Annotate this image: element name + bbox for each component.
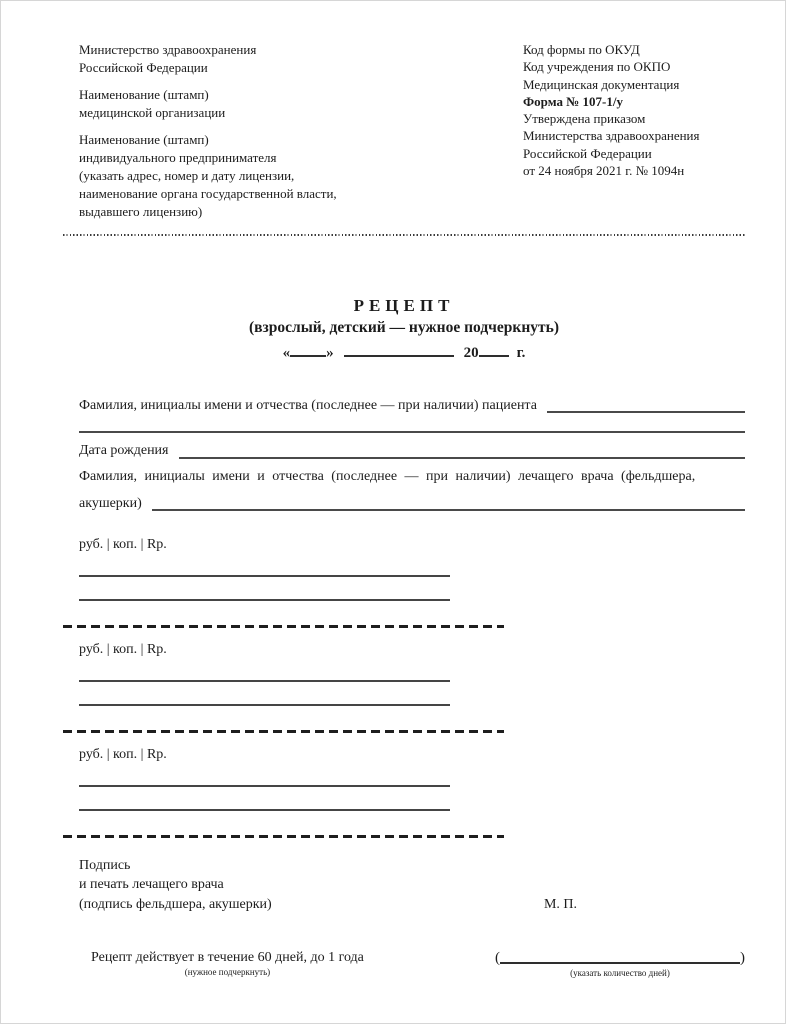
patient-name-line bbox=[547, 411, 745, 413]
validity-footer bbox=[63, 950, 745, 978]
approval-line: Российской Федерации bbox=[523, 145, 652, 161]
day-blank-line bbox=[290, 343, 326, 357]
rp-cost-label: руб. | коп. | Rp. bbox=[79, 536, 167, 552]
rp-writing-line bbox=[79, 575, 450, 577]
patient-name-row bbox=[79, 396, 745, 415]
doctor-name-line bbox=[152, 509, 745, 511]
birth-date-label: Дата рождения bbox=[79, 443, 169, 459]
ministry-line: Министерство здравоохранения bbox=[79, 42, 257, 57]
entrepreneur-stamp-line: Наименование (штамп) bbox=[79, 131, 209, 147]
year-century: 20 bbox=[463, 345, 479, 362]
entrepreneur-stamp-line: (указать адрес, номер и дату лицензии, bbox=[79, 167, 295, 183]
days-count-row bbox=[495, 950, 745, 967]
days-count-block bbox=[495, 950, 745, 978]
patient-name-continuation-line bbox=[79, 431, 745, 433]
title-block bbox=[63, 296, 745, 362]
approval-line: Утверждена приказом bbox=[523, 111, 646, 127]
approval-line: от 24 ноября 2021 г. № 1094н bbox=[523, 162, 685, 178]
signature-line1: Подпись bbox=[79, 857, 131, 873]
rp-writing-line bbox=[79, 680, 450, 682]
birth-date-row bbox=[79, 441, 745, 460]
form-codes-block bbox=[523, 41, 745, 220]
validity-text: Рецепт действует в течение 60 дней, до 1 года bbox=[91, 950, 364, 966]
validity-block bbox=[91, 950, 364, 977]
paren-open: ( bbox=[495, 950, 500, 967]
signature-line2: и печать лечащего врача bbox=[79, 877, 224, 893]
doctor-name-label-line2: акушерки) bbox=[79, 495, 142, 511]
patient-name-label: Фамилия, инициалы имени и отчества (последнее — при наличии) пациента bbox=[79, 398, 537, 414]
year-suffix: г. bbox=[516, 345, 526, 362]
rp-writing-line bbox=[79, 599, 450, 601]
ministry-line: Российской Федерации bbox=[79, 59, 208, 75]
rp-cut-line bbox=[63, 625, 504, 628]
form-header bbox=[63, 41, 745, 220]
rp-cut-line bbox=[63, 835, 504, 838]
okpo-code-label: Код учреждения по ОКПО bbox=[523, 59, 671, 75]
form-title: РЕЦЕПТ bbox=[353, 296, 455, 316]
rp-section-3 bbox=[79, 747, 745, 838]
rp-section-2 bbox=[79, 642, 745, 733]
rp-writing-line bbox=[79, 809, 450, 811]
paren-close: ) bbox=[740, 950, 745, 967]
birth-date-line bbox=[179, 457, 746, 459]
signature-row3 bbox=[79, 895, 745, 915]
validity-note: (нужное подчеркнуть) bbox=[184, 967, 271, 978]
rp-cost-label: руб. | коп. | Rp. bbox=[79, 641, 167, 657]
open-quote: « bbox=[282, 345, 291, 362]
signature-section bbox=[79, 856, 745, 915]
form-subtitle: (взрослый, детский — нужное подчеркнуть) bbox=[249, 319, 559, 337]
fields-section bbox=[79, 396, 745, 512]
entrepreneur-stamp-line: индивидуального предпринимателя bbox=[79, 149, 277, 165]
rp-section-1 bbox=[79, 537, 745, 628]
rp-cut-line bbox=[63, 730, 504, 733]
signature-line3: (подпись фельдшера, акушерки) bbox=[79, 896, 272, 912]
dotted-separator bbox=[63, 234, 745, 236]
issuer-block bbox=[79, 41, 461, 220]
year-blank-line bbox=[479, 343, 509, 357]
org-stamp-line: Наименование (штамп) bbox=[79, 86, 209, 102]
close-quote: » bbox=[326, 345, 334, 362]
form-number: Форма № 107-1/у bbox=[523, 93, 623, 109]
date-line bbox=[63, 343, 745, 362]
doctor-name-label-line1: Фамилия, инициалы имени и отчества (последнее — при наличии) лечащего врача (фельдшера, bbox=[79, 468, 696, 484]
rp-writing-line bbox=[79, 704, 450, 706]
days-count-note: (указать количество дней) bbox=[570, 968, 670, 979]
rp-writing-line bbox=[79, 785, 450, 787]
okud-code-label: Код формы по ОКУД bbox=[523, 42, 640, 57]
med-doc-label: Медицинская документация bbox=[523, 76, 680, 92]
stamp-place-mark: М. П. bbox=[543, 896, 577, 912]
entrepreneur-stamp-line: выдавшего лицензию) bbox=[79, 203, 203, 219]
org-stamp-line: медицинской организации bbox=[79, 104, 226, 120]
days-count-line bbox=[500, 962, 740, 964]
rp-cost-label: руб. | коп. | Rp. bbox=[79, 746, 167, 762]
doctor-name-row2 bbox=[79, 494, 745, 513]
approval-line: Министерства здравоохранения bbox=[523, 128, 700, 144]
entrepreneur-stamp-line: наименование органа государственной власти, bbox=[79, 185, 337, 201]
month-blank-line bbox=[344, 343, 454, 357]
